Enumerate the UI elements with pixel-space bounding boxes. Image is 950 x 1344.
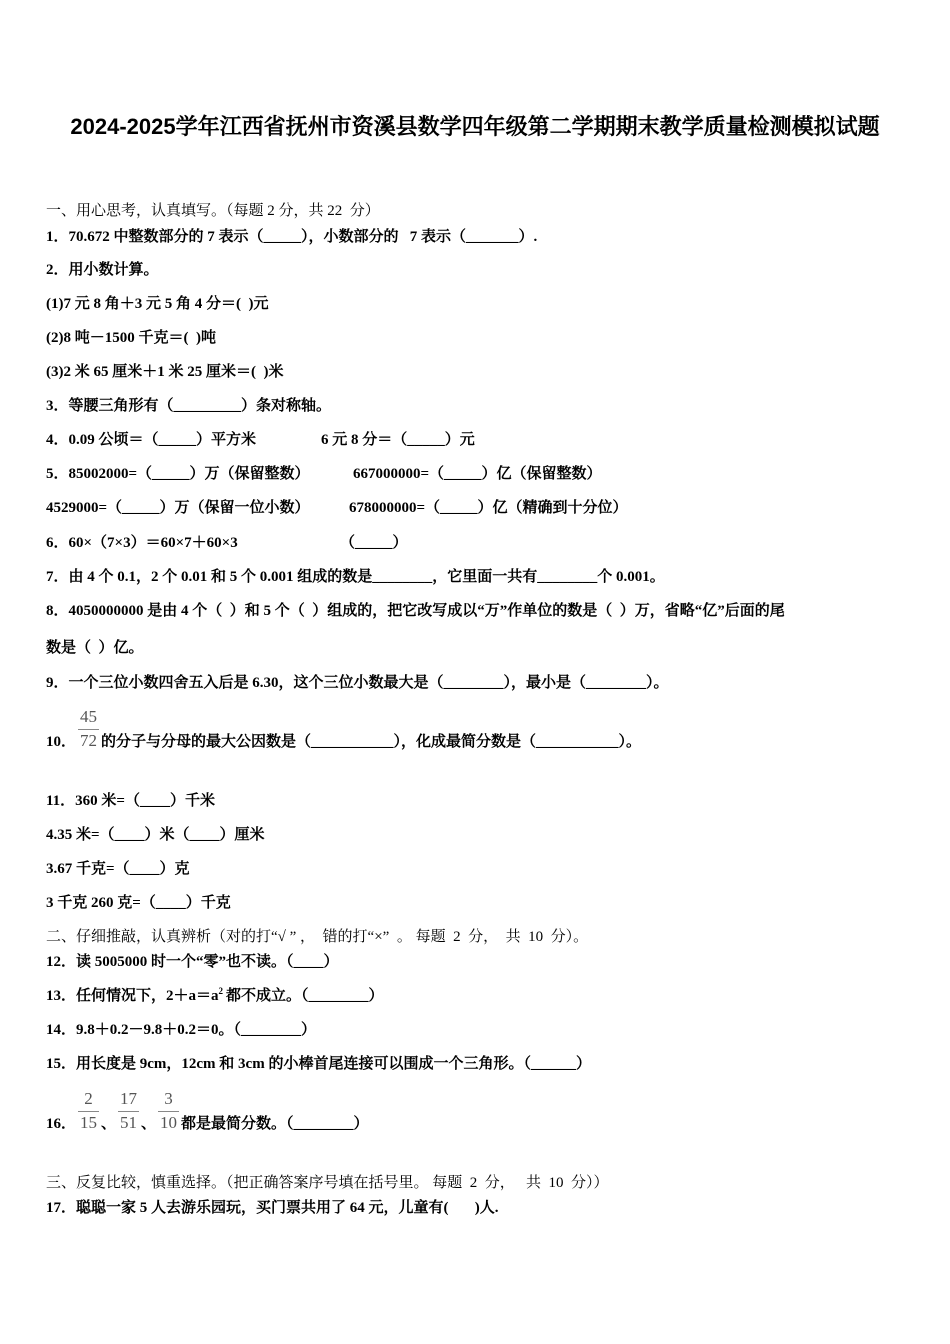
question-11-line-4: 3 千克 260 克=（____）千克 (46, 895, 231, 911)
question-10-text: 的分子与分母的最大公因数是（___________），化成最简分数是（___________）。 (101, 734, 642, 750)
question-15: 15．用长度是 9cm，12cm 和 3cm 的小棒首尾连接可以围成一个三角形。（______） (46, 1056, 591, 1072)
fraction-bar (78, 729, 99, 730)
question-11-line-2: 4.35 米=（____）米（____）厘米 (46, 827, 265, 843)
question-2-sub-3: (3)2 米 65 厘米＋1 米 25 厘米＝( )米 (46, 364, 284, 380)
exam-title: 2024-2025学年江西省抚州市资溪县数学四年级第二学期期末教学质量检测模拟试题 (70, 114, 880, 139)
fraction-45-72 (78, 707, 99, 751)
section-1-header: 一、用心思考，认真填写。（每题 2 分，共 22 分） (46, 203, 380, 219)
fraction-numerator: 45 (80, 707, 98, 726)
section-3-header: 三、反复比较，慎重选择。（把正确答案序号填在括号里。 每题 2 分， 共 10 分）） (46, 1175, 609, 1191)
question-10 (46, 707, 641, 752)
question-11-line-1: 11．360 米=（____）千米 (46, 793, 215, 809)
question-17: 17．聪聪一家 5 人去游乐园玩，买门票共用了 64 元，儿童有( )人. (46, 1200, 499, 1216)
fraction-3-10 (158, 1089, 179, 1133)
fraction-17-51 (118, 1089, 139, 1133)
fraction-numerator: 3 (164, 1089, 173, 1108)
fraction-denominator: 51 (120, 1113, 138, 1132)
question-6 (0, 533, 950, 553)
question-5-row-2 (0, 498, 950, 518)
question-6-part-2: （_____） (340, 535, 408, 551)
question-6-part-1: 6．60×（7×3）＝60×7＋60×3 (46, 535, 238, 551)
question-5-row-2-part-1: 4529000=（_____）万（保留一位小数） (46, 500, 310, 516)
question-16-text: 都是最简分数。（________） (181, 1116, 369, 1132)
question-13-suffix: 都不成立。（________） (226, 988, 384, 1004)
question-13-text: 13．任何情况下，2＋a＝a (46, 988, 219, 1004)
question-8-line-2: 数是（ ）亿。 (46, 640, 144, 656)
question-13 (46, 986, 384, 1006)
fraction-separator: 、 (101, 1116, 117, 1132)
fraction-denominator: 15 (80, 1113, 98, 1132)
question-4 (0, 430, 950, 450)
section-2-header: 二、仔细推敲，认真辨析（对的打“√ ” ， 错的打“×” 。 每题 2 分， 共 10 分）。 (46, 929, 589, 945)
fraction-bar (78, 1111, 99, 1112)
question-5-row-1-part-1: 5．85002000=（_____）万（保留整数） (46, 466, 310, 482)
question-16-number: 16． (46, 1116, 77, 1132)
question-1: 1．70.672 中整数部分的 7 表示（_____），小数部分的 7 表示（_______）. (46, 229, 538, 245)
fraction-numerator: 17 (120, 1089, 138, 1108)
fraction-numerator: 2 (84, 1089, 93, 1108)
fraction-2-15 (78, 1089, 99, 1133)
fraction-bar (118, 1111, 139, 1112)
question-4-part-1: 4．0.09 公顷＝（_____）平方米 (46, 432, 257, 448)
question-3: 3．等腰三角形有（_________）条对称轴。 (46, 398, 332, 414)
fraction-denominator: 10 (160, 1113, 178, 1132)
question-4-part-2: 6 元 8 分＝（_____）元 (321, 432, 475, 448)
question-5-row-2-part-2: 678000000=（_____）亿（精确到十分位） (349, 500, 628, 516)
question-5-row-1-part-2: 667000000=（_____）亿（保留整数） (353, 466, 602, 482)
question-16 (46, 1089, 369, 1134)
question-9: 9．一个三位小数四舍五入后是 6.30，这个三位小数最大是（________），最小是（________）。 (46, 675, 669, 691)
fraction-separator: 、 (141, 1116, 157, 1132)
superscript-2: 2 (218, 986, 224, 996)
question-2-sub-2: (2)8 吨－1500 千克＝( )吨 (46, 330, 216, 346)
question-10-number: 10． (46, 734, 77, 750)
question-8-line-1: 8．4050000000 是由 4 个（ ）和 5 个（ ）组成的，把它改写成以“万”作单位的数是（ ）万，省略“亿”后面的尾 (46, 603, 785, 619)
question-14: 14．9.8＋0.2－9.8＋0.2＝0。（________） (46, 1022, 317, 1038)
question-2-stem: 2．用小数计算。 (46, 262, 159, 278)
question-5-row-1 (0, 464, 950, 484)
question-11-line-3: 3.67 千克=（____）克 (46, 861, 190, 877)
fraction-denominator: 72 (80, 731, 98, 750)
question-7: 7．由 4 个 0.1，2 个 0.01 和 5 个 0.001 组成的数是________，它里面一共有________个 0.001。 (46, 569, 665, 585)
fraction-bar (158, 1111, 179, 1112)
question-2-sub-1: (1)7 元 8 角＋3 元 5 角 4 分＝( )元 (46, 296, 269, 312)
question-12: 12．读 5005000 时一个“零”也不读。（____） (46, 954, 339, 970)
